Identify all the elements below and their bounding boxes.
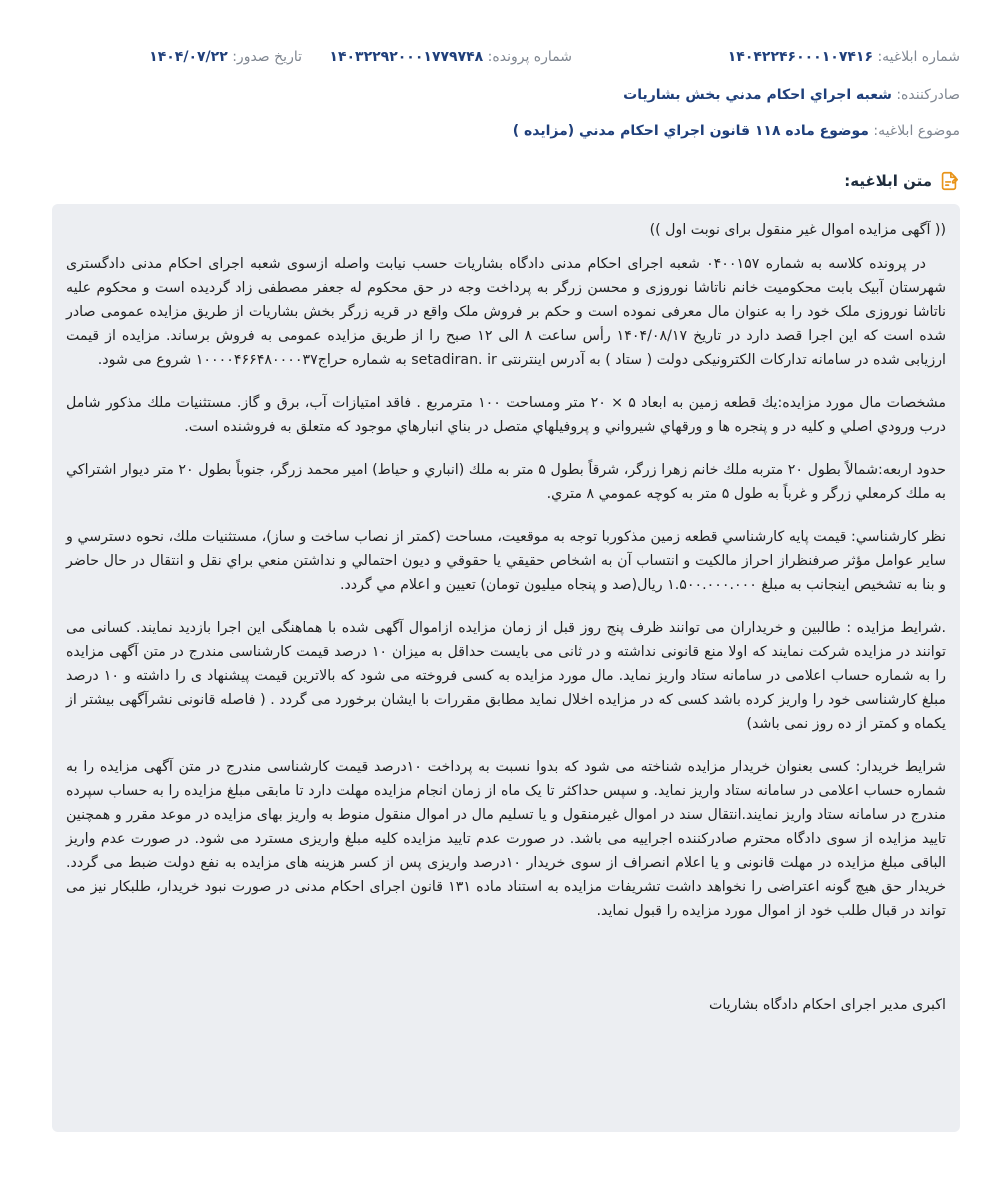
notice-text <box>66 218 946 1036</box>
subject-value: موضوع ماده ۱۱۸ قانون اجراي احکام مدني (مزايده ) <box>512 123 869 139</box>
notice-number-label: شماره ابلاغیه: <box>877 49 960 65</box>
notice-text-heading <box>844 170 960 192</box>
paragraph-buyer-terms: شرایط خریدار: کسی بعنوان خریدار مزایده شناخته می شود که بدوا نسبت به پرداخت ۱۰درصد قیمت کارشناسی مندرج در متن آگهی مزایده را به شماره حساب اعلامی در سامانه ستاد واریز نماید. و سپس حداکثر تا یک ماه از زمان انجام مزایده مهلت دارد تا مابقی مبلغ مزایده را به حساب سپرده مندرج در سامانه ستاد واریز نمایند.انتقال سند در اموال غیرمنقول و یا تسلیم مال در اموال منقول منوط به واریز بهای مزایده در موعد مقرر و همچنین تایید مزایده از سوی دادگاه محترم صادرکننده اجراییه می باشد. در صورت عدم تایید مزایده کلیه مبلغ واریزی مسترد می شود. در صورت عدم واریز الباقی مبلغ مزایده در مهلت قانونی و یا اعلام انصراف از سوی خریدار ۱۰درصد واریزی پس از کسر هزینه های مزایده به نفع دولت ضبط می گردد. خریدار حق هیچ گونه اعتراضی را نخواهد داشت تشریفات مزایده به استناد ماده ۱۳۱ قانون اجرای احکام مدنی در صورت نبود خریدار، طلبکار نیز می تواند در قبال طلب خود از اموال مورد مزایده را قبول نماید. <box>66 759 947 919</box>
issuer-value: شعبه اجراي احکام مدني بخش بشاريات <box>623 87 892 103</box>
notice-meta-row <box>40 46 960 68</box>
paragraph-property-specs: مشخصات مال مورد مزايده:يك قطعه زمين به ابعاد ۵ × ۲۰ متر ومساحت ۱۰۰ مترمربع . فاقد امتيازات آب، برق و گاز. مستثنيات ملك مذكور شامل درب ورودي اصلي و كليه در و پنجره ها و ورقهاي شيرواني و پروفيلهاي متصل در بناي انبارهاي موجود كه متعلق به فروشنده است. <box>66 395 946 435</box>
issue-date-label: تاریخ صدور: <box>232 49 302 65</box>
signature: اکبری مدیر اجرای احکام دادگاه بشاریات <box>708 997 946 1013</box>
file-number-label: شماره پرونده: <box>487 49 572 65</box>
issue-date-field <box>149 46 302 68</box>
issue-date-value: ۱۴۰۴/۰۷/۲۲ <box>149 49 228 65</box>
notice-text-box <box>52 204 960 1132</box>
paragraph-expert-opinion: نظر كارشناسي: قيمت پايه كارشناسي قطعه زمين مذكوربا توجه به موقعيت، مساحت (كمتر از نصاب ساخت و ساز)، مستثنيات ملك، نحوه دسترسي و ساير عوامل مؤثر صرفنظراز احراز مالكيت و انتساب آن به اشخاص حقيقي يا حقوقي و ديون احتمالي و نداشتن منعي براي نقل و انتقال در حال حاضر و بنا به تشخيص اينجانب به مبلغ ۱.۵۰۰.۰۰۰.۰۰۰ ريال(صد و پنجاه ميليون تومان) تعيين و اعلام مي گردد. <box>66 529 946 593</box>
paragraph-boundaries: حدود اربعه:شمالاً بطول ۲۰ متربه ملك خانم زهرا زرگر، شرقاً بطول ۵ متر به ملك (انباري و حياط) امير محمد زرگر، جنوباً بطول ۲۰ متر ديوار اشتراكي به ملك كرمعلي زرگر و غرباً به طول ۵ متر به كوچه عمومي ۸ متري. <box>66 462 946 502</box>
file-number-value: ۱۴۰۳۲۲۹۲۰۰۰۱۷۷۹۷۴۸ <box>329 49 484 65</box>
subject-row <box>40 120 960 142</box>
issuer-row <box>40 84 960 106</box>
paragraph-auction-terms: .شرایط مزایده : طالبین و خریداران می توانند ظرف پنج روز قبل از زمان مزایده ازاموال آگهی شده با هماهنگی این اجرا بازدید نمایند. کسانی می توانند در مزایده شرکت نمایند که اولا منع قانونی نداشته و در ثانی می بایست حداقل به میزان ۱۰ درصد قیمت کارشناسی مندرج در متن آگهی مزایده را به شماره حساب اعلامی در سامانه ستاد واریز نماید. مال مورد مزایده به کسی فروخته می شود که بالاترین قیمت پیشنهاد ی را داشته و ۱۰ درصد مبلغ کارشناسی خود را واریز کرده باشد کسی که در مزایده اخلال نماید مطابق مقررات با ایشان برخورد می گردد . ( فاصله قانونی نشرآگهی بیشتر از یکماه و کمتر از ده روز نمی باشد) <box>66 620 946 732</box>
file-number-field <box>329 46 572 68</box>
paragraph-case: در پرونده کلاسه به شماره ۰۴۰۰۱۵۷ شعبه اجرای احکام مدنی دادگاه بشاریات حسب نیابت واصله ازسوی شعبه اجرای احکام مدنی دادگستری شهرستان آبیک بابت محکومیت خانم ناتاشا نوروزی و محسن زرگر به پرداخت وجه در حق محکوم له جعفر مصطفی زاد گردیده است و محکوم علیه ناتاشا نوروزی ملک خود را به عنوان مال معرفی نموده است و حکم بر فروش ملک واقع در قریه زرگر بخش بشاریات از طریق مزایده عمومی صادر شده است که این اجرا قصد دارد در تاریخ ۱۴۰۴/۰۸/۱۷ رأس ساعت ۸ الی ۱۲ صبح را از طریق مزایده عمومی به فروش برساند. مزایده از قیمت ارزیابی شده در سامانه تدارکات الکترونیکی دولت ( ستاد ) به آدرس اینترنتی setadiran. ir به شماره حراج۱۰۰۰۰۴۶۶۴۸۰۰۰۰۳۷ شروع می شود. <box>66 256 946 368</box>
document-edit-icon <box>938 170 960 192</box>
notice-number-field <box>728 46 960 68</box>
subject-label: موضوع ابلاغیه: <box>873 123 960 139</box>
auction-title: (( آگهی مزایده اموال غیر منقول برای نوبت اول )) <box>649 222 946 238</box>
issuer-label: صادرکننده: <box>896 87 960 103</box>
notice-number-value: ۱۴۰۴۲۲۴۶۰۰۰۱۰۷۴۱۶ <box>727 49 873 65</box>
notice-text-heading-label: متن ابلاغیه: <box>844 172 932 190</box>
